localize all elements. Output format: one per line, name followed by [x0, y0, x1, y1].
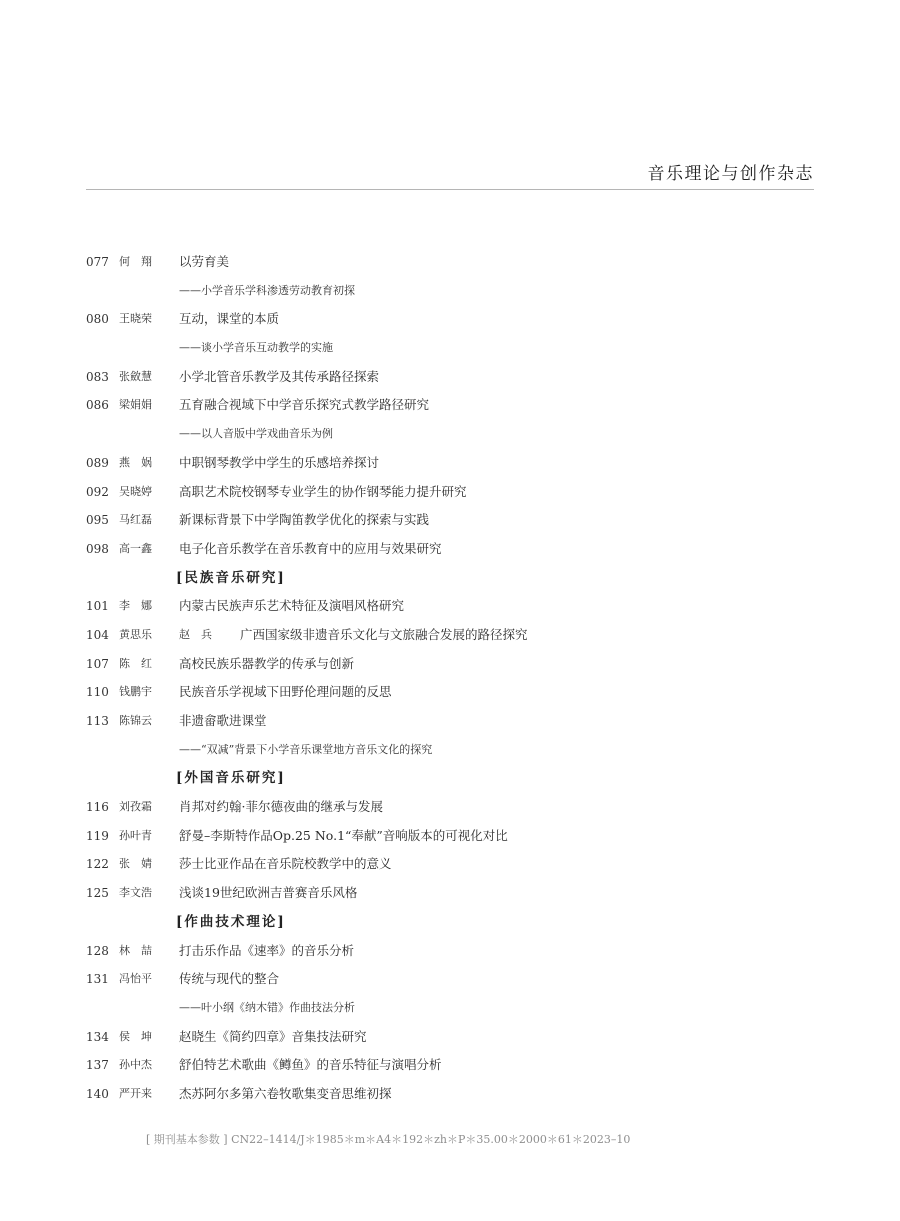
article-title: 非遗畲歌进课堂: [179, 713, 267, 728]
toc-subtitle: [0, 420, 900, 449]
table-of-contents: [0, 248, 900, 1109]
toc-entry[interactable]: [0, 793, 900, 822]
page-number: 125: [86, 886, 109, 901]
author-name: 侯 坤: [119, 1029, 152, 1043]
page-number: 083: [86, 369, 109, 384]
toc-entry[interactable]: [0, 478, 900, 507]
article-title: 互动，课堂的本质: [179, 311, 280, 327]
toc-entry[interactable]: [0, 965, 900, 994]
toc-entry[interactable]: [0, 879, 900, 908]
journal-parameters-footer: [ 期刊基本参数 ] CN22–1414/J＊1985＊m＊A4＊192＊zh＊P＊35.00＊2000＊61＊2023–10: [146, 1133, 631, 1146]
page-number: 077: [86, 255, 109, 269]
article-title: 打击乐作品《速率》的音乐分析: [179, 942, 355, 958]
author-name: 李文浩: [119, 886, 152, 900]
page-number: 080: [86, 312, 109, 327]
article-title: 五育融合视域下中学音乐探究式教学路径研究: [179, 397, 430, 413]
article-title: 莎士比亚作品在音乐院校教学中的意义: [179, 856, 392, 872]
author-name: 黄思乐: [119, 627, 152, 641]
author-name: 钱鹏宇: [119, 685, 152, 699]
page-number: 137: [86, 1058, 109, 1073]
author-name: 陈锦云: [119, 714, 152, 727]
toc-entry[interactable]: [0, 1051, 900, 1080]
article-title: 赵晓生《简约四章》音集技法研究: [179, 1028, 367, 1044]
article-title: 内蒙古民族声乐艺术特征及演唱风格研究: [179, 598, 405, 614]
page-number: 116: [86, 800, 109, 815]
author-name: 何 翔: [119, 255, 152, 268]
page-number: 107: [86, 656, 109, 671]
toc-entry[interactable]: [0, 850, 900, 879]
author-name: 刘孜霜: [119, 800, 152, 814]
toc-entry[interactable]: [0, 449, 900, 478]
toc-subtitle: [0, 277, 900, 306]
author-name: 林 喆: [119, 943, 152, 957]
toc-section-header: [0, 764, 900, 793]
second-author-name: 赵 兵: [179, 627, 212, 641]
page-number: 098: [86, 541, 109, 556]
page-number: 110: [86, 685, 109, 700]
toc-entry[interactable]: [0, 621, 900, 650]
author-name: 孙中杰: [119, 1058, 152, 1072]
author-name: 张斂慧: [119, 369, 152, 383]
toc-subtitle: [0, 994, 900, 1023]
author-name: 孙叶青: [119, 828, 152, 842]
author-name: 吴晓婷: [119, 484, 152, 498]
toc-section-header: [0, 908, 900, 937]
article-title: 高校民族乐器教学的传承与创新: [179, 655, 355, 671]
article-title: 中职钢琴教学中学生的乐感培养探讨: [179, 454, 380, 470]
author-name: 李 娜: [119, 599, 152, 613]
page-number: 113: [86, 714, 109, 728]
page-number: 092: [86, 484, 109, 499]
page-number: 128: [86, 943, 109, 958]
article-subtitle: ——小学音乐学科渗透劳动教育初探: [179, 283, 355, 297]
article-title: 杰苏阿尔多第六卷牧歌集变音思维初探: [179, 1085, 392, 1101]
toc-entry[interactable]: [0, 535, 900, 564]
toc-entry[interactable]: [0, 1023, 900, 1052]
toc-entry[interactable]: [0, 363, 900, 392]
toc-entry[interactable]: [0, 592, 900, 621]
toc-entry[interactable]: [0, 822, 900, 851]
page-number: 119: [86, 828, 109, 843]
article-title: 小学北管音乐教学及其传承路径探索: [179, 368, 380, 384]
toc-entry[interactable]: [0, 506, 900, 535]
toc-entry[interactable]: [0, 1080, 900, 1109]
article-title: 传统与现代的整合: [179, 971, 280, 987]
article-subtitle: ——谈小学音乐互动教学的实施: [179, 341, 333, 355]
toc-entry[interactable]: [0, 937, 900, 966]
toc-entry[interactable]: [0, 391, 900, 420]
toc-section-header: [0, 564, 900, 593]
article-title: 浅谈19世纪欧洲吉普赛音乐风格: [179, 885, 358, 901]
page-number: 140: [86, 1086, 109, 1101]
page-number: 131: [86, 972, 109, 987]
journal-title: 音乐理论与创作杂志: [647, 164, 814, 184]
section-heading: [外国音乐研究]: [176, 770, 286, 787]
toc-entry[interactable]: [0, 707, 900, 736]
author-name: 马红磊: [119, 513, 152, 527]
toc-subtitle: [0, 736, 900, 765]
page-number: 089: [86, 455, 109, 470]
section-heading: [民族音乐研究]: [176, 569, 286, 586]
article-title: 舒伯特艺术歌曲《鳟鱼》的音乐特征与演唱分析: [179, 1057, 442, 1073]
author-name: 梁娟娟: [119, 398, 152, 412]
page-number: 122: [86, 857, 109, 872]
toc-subtitle: [0, 334, 900, 363]
author-name: 冯怡平: [119, 972, 152, 986]
header-divider: [86, 189, 814, 190]
article-subtitle: ——“双减”背景下小学音乐课堂地方音乐文化的探究: [179, 742, 433, 756]
article-title: 高职艺术院校钢琴专业学生的协作钢琴能力提升研究: [179, 483, 467, 499]
page-number: 104: [86, 627, 109, 642]
page-number: 086: [86, 398, 109, 413]
page-number: 101: [86, 599, 109, 614]
article-subtitle: ——以人音版中学戏曲音乐为例: [179, 427, 333, 441]
page-number: 134: [86, 1029, 109, 1044]
author-name: 陈 红: [119, 656, 152, 670]
article-title: 电子化音乐教学在音乐教育中的应用与效果研究: [179, 540, 442, 556]
article-subtitle: ——叶小纲《纳木错》作曲技法分析: [179, 1000, 355, 1014]
toc-entry[interactable]: [0, 650, 900, 679]
author-name: 张 婧: [119, 857, 152, 871]
article-title: 舒曼–李斯特作品Op.25 No.1“奉献”音响版本的可视化对比: [179, 827, 508, 843]
article-title: 广西国家级非遗音乐文化与文旅融合发展的路径探究: [240, 626, 528, 642]
article-title: 肖邦对约翰·菲尔德夜曲的继承与发展: [179, 799, 383, 815]
page-number: 095: [86, 513, 109, 528]
article-title: 民族音乐学视域下田野伦理问题的反思: [179, 684, 392, 700]
toc-entry[interactable]: [0, 305, 900, 334]
toc-entry[interactable]: [0, 678, 900, 707]
article-title: 以劳育美: [179, 254, 230, 269]
author-name: 高一鑫: [119, 541, 152, 555]
section-heading: [作曲技术理论]: [176, 913, 286, 930]
toc-entry[interactable]: [0, 248, 900, 277]
author-name: 燕 娲: [119, 455, 152, 469]
author-name: 王晓荣: [119, 312, 152, 326]
article-title: 新课标背景下中学陶笛教学优化的探索与实践: [179, 512, 430, 528]
author-name: 严开来: [119, 1086, 152, 1100]
